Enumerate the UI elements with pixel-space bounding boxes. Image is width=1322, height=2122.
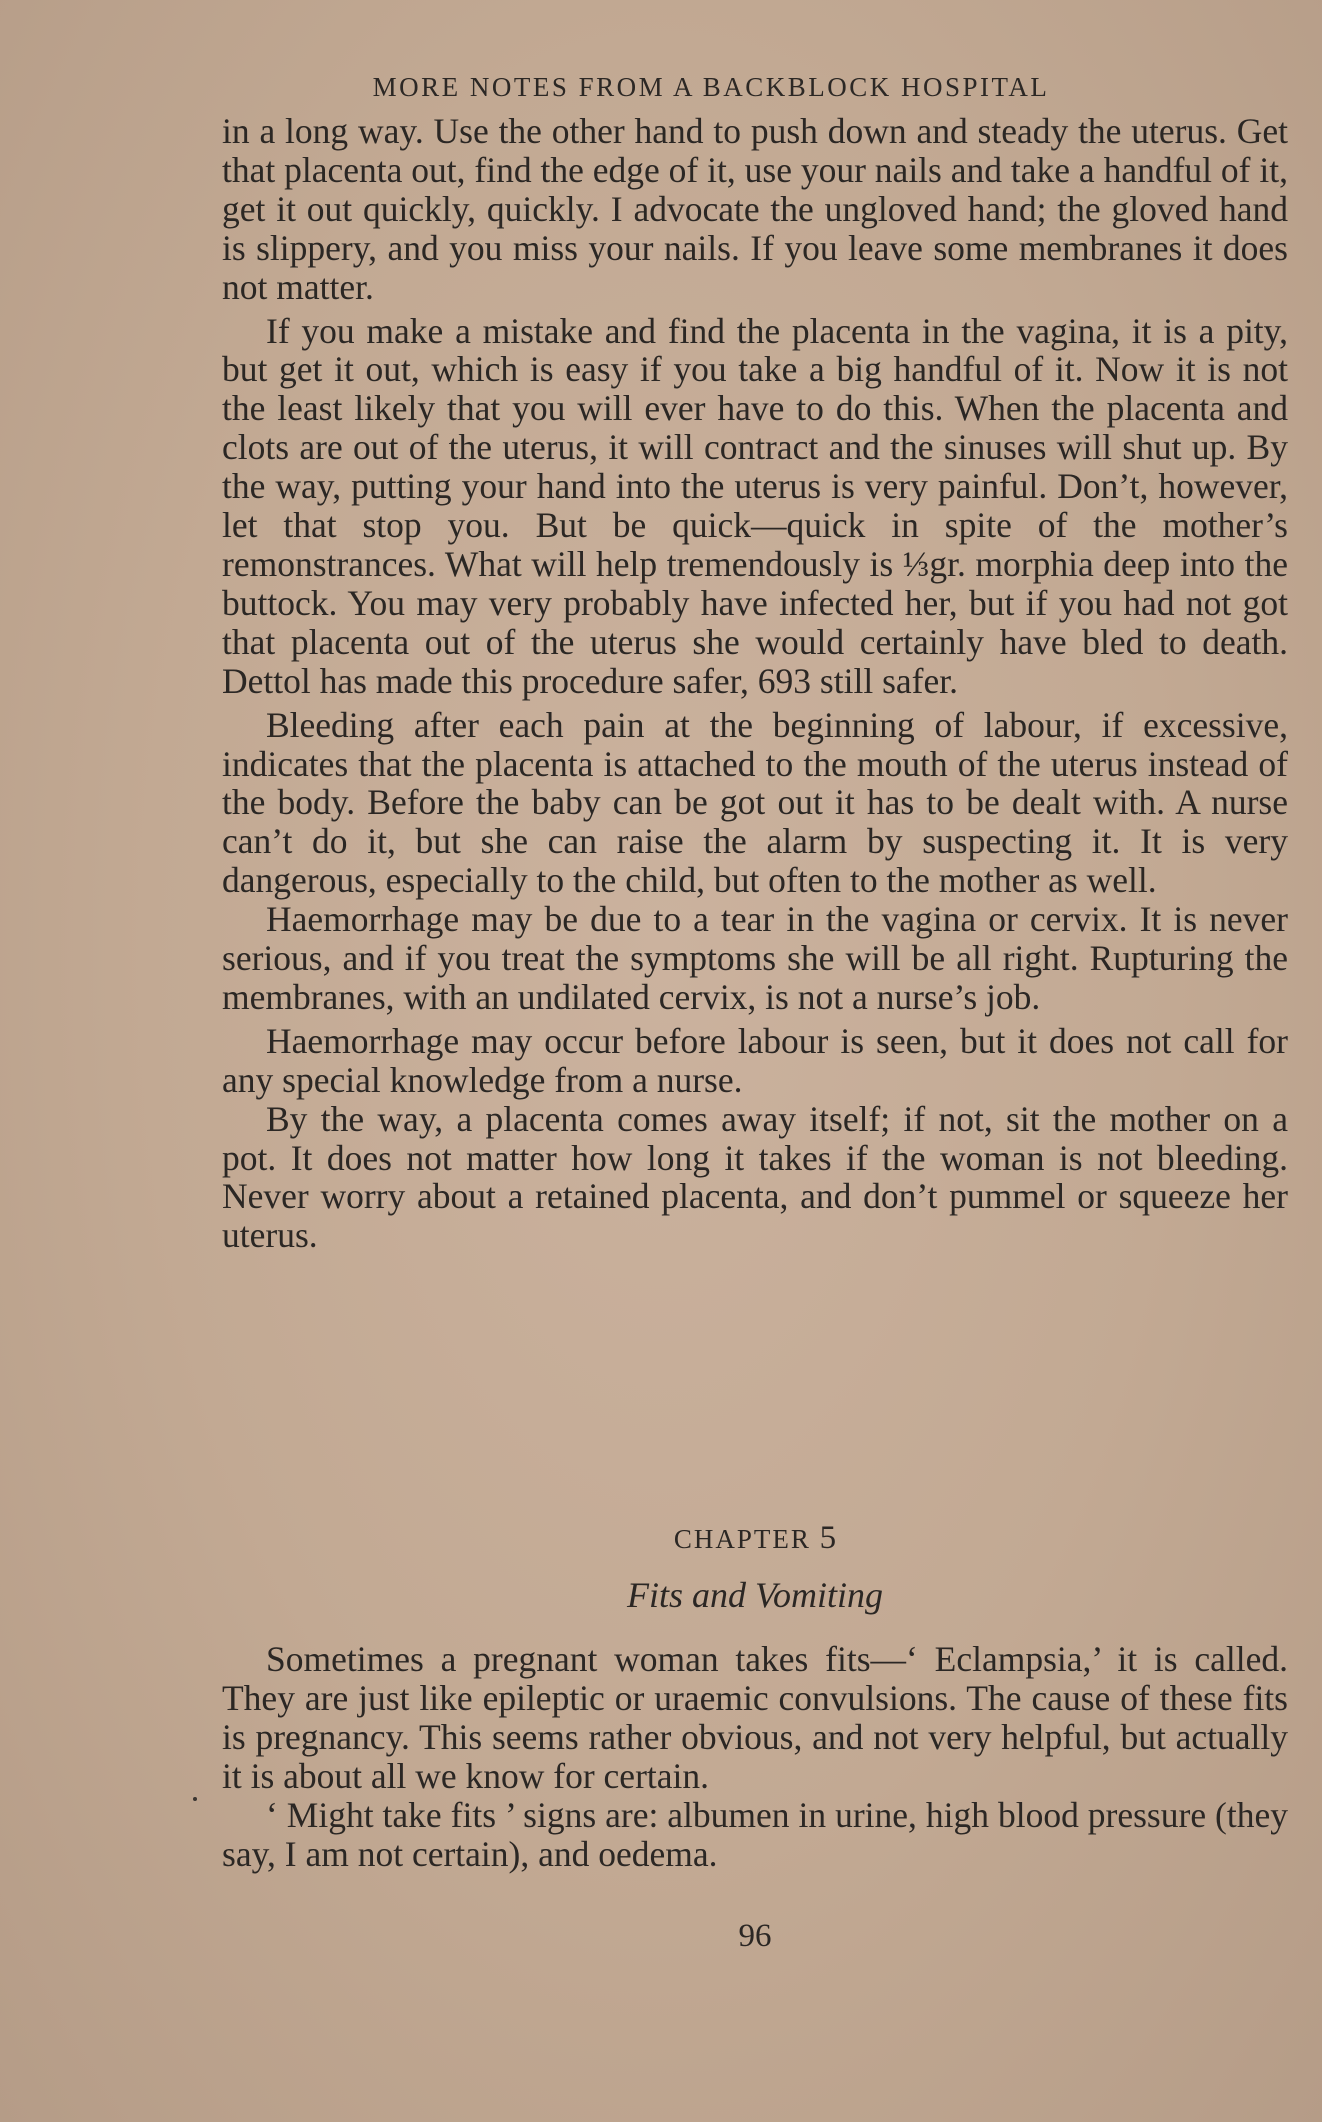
chapter-title: Fits and Vomiting bbox=[626, 1575, 883, 1615]
body-text-upper bbox=[222, 112, 1288, 1255]
body-text-chapter bbox=[222, 1640, 1288, 1873]
paragraph-haemorrhage-before-labour: Haemorrhage may occur before labour is seen, but it does not call for any special knowledge from a nurse. bbox=[222, 1020, 1288, 1100]
chapter-number: 5 bbox=[819, 1520, 837, 1556]
paragraph-haemorrhage-tear: Haemorrhage may be due to a tear in the vagina or cervix. It is never serious, and if you treat the symptoms she will be all right. Rupturing the membranes, with an undilated cervix, is not a nurse’s job. bbox=[222, 899, 1288, 1017]
ink-speck bbox=[193, 1797, 197, 1801]
paragraph-bleeding-after-pain: Bleeding after each pain at the beginning of labour, if excessive, indicates that the placenta is attached to the mouth of the uterus instead of the body. Before the baby can be got out it has to be dealt with. A nurse can’t do it, but she can raise the alarm by suspecting it. It is very dangerous, especially to the child, but often to the mother as well. bbox=[222, 704, 1288, 901]
running-head: MORE NOTES FROM A BACKBLOCK HOSPITAL bbox=[372, 72, 1050, 102]
chapter-heading bbox=[222, 1520, 1288, 1557]
paragraph-continuation: in a long way. Use the other hand to push down and steady the uterus. Get that placenta out, find the edge of it, use your nails and take a handful of it, get it out quickly, quickly. I advocate the ungloved hand; the gloved hand is slippery, and you miss your nails. If you leave some membranes it does not matter. bbox=[222, 111, 1288, 307]
paragraph-eclampsia: Sometimes a pregnant woman takes fits—‘ Eclampsia,’ it is called. They are just like epileptic or uraemic convulsions. The cause of these fits is pregnancy. This seems rather obvious, and not very helpful, but actually it is about all we know for certain. bbox=[222, 1639, 1288, 1796]
chapter-label: CHAPTER bbox=[673, 1524, 811, 1554]
page-number: 96 bbox=[738, 1918, 772, 1954]
paragraph-fits-signs: ‘ Might take fits ’ signs are: albumen in urine, high blood pressure (they say, I am not certain), and oedema. bbox=[222, 1794, 1288, 1874]
paragraph-placenta-in-vagina: If you make a mistake and find the placenta in the vagina, it is a pity, but get it out, which is easy if you take a big handful of it. Now it is not the least likely that you will ever have to do this. When the placenta and clots are out of the uterus, it will contract and the sinuses will shut up. By the way, putting your hand into the uterus is very painful. Don’t, however, let that stop you. But be quick—quick in spite of the mother’s remonstrances. What will help tremendously is ⅓gr. morphia deep into the buttock. You may very probably have infected her, but if you had not got that placenta out of the uterus she would certainly have bled to death. Dettol has made this procedure safer, 693 still safer. bbox=[222, 310, 1288, 701]
paragraph-placenta-comes-away: By the way, a placenta comes away itself; if not, sit the mother on a pot. It does not matter how long it takes if the woman is not bleeding. Never worry about a retained placenta, and don’t pummel or squeeze her uterus. bbox=[222, 1098, 1288, 1256]
